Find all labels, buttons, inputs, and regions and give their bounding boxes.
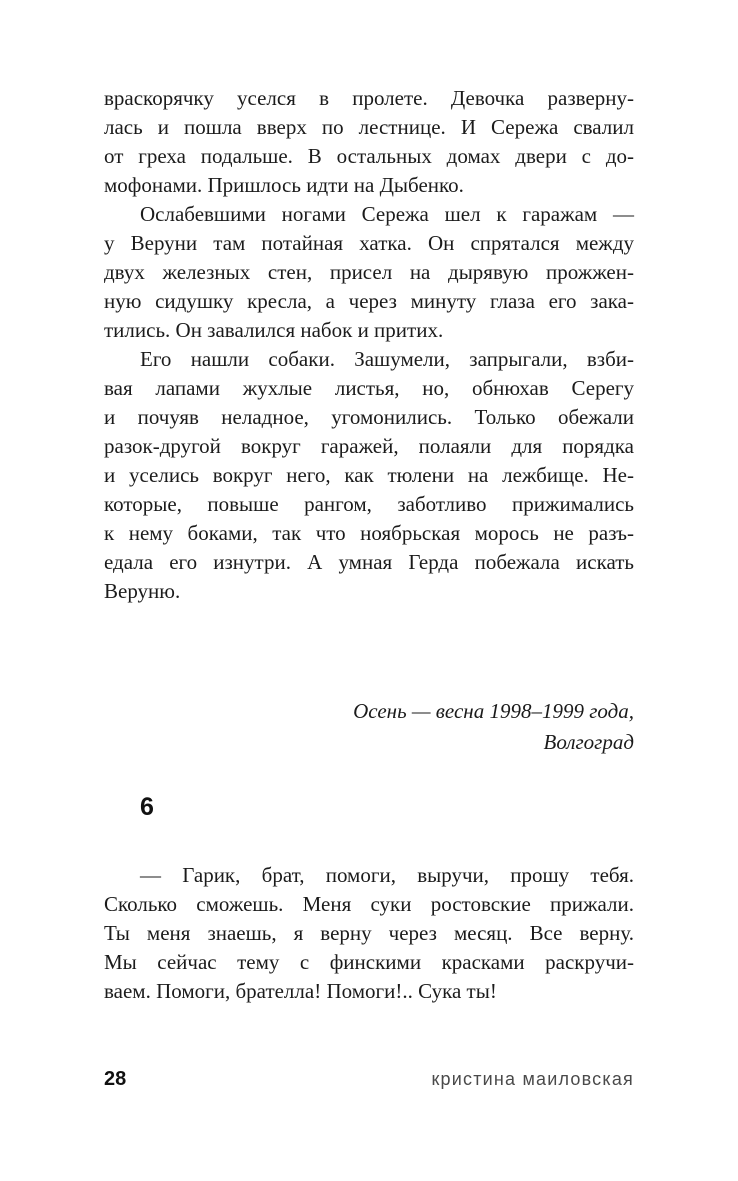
text-line: и почуяв неладное, угомонились. Только обежали — [104, 405, 634, 429]
text-line: ваем. Помоги, брателла! Помоги!.. Сука ты! — [104, 979, 497, 1003]
text-line: Мы сейчас тему с финскими красками раскручи- — [104, 950, 634, 974]
text-line: к нему боками, так что ноябрьская морось не разъ- — [104, 521, 634, 545]
text-line: двух железных стен, присел на дырявую прожжен- — [104, 260, 634, 284]
paragraph — [104, 861, 634, 1006]
text-block — [104, 84, 634, 1006]
paragraph — [104, 345, 634, 606]
text-line: едала его изнутри. А умная Герда побежала искать — [104, 550, 634, 574]
text-line: лась и пошла вверх по лестнице. И Сережа свалил — [104, 115, 634, 139]
text-line: Сколько сможешь. Меня суки ростовские прижали. — [104, 892, 634, 916]
text-line: у Веруни там потайная хатка. Он спрятался между — [104, 231, 634, 255]
text-line: тились. Он завалился набок и притих. — [104, 318, 444, 342]
running-title: кристина маиловская — [431, 1069, 634, 1089]
text-line: — Гарик, брат, помоги, выручи, прошу тебя. — [140, 863, 634, 887]
page-number: 28 — [104, 1068, 127, 1090]
text-line: ную сидушку кресла, а через минуту глаза его зака- — [104, 289, 634, 313]
dateline — [104, 696, 634, 758]
text-line: разок-другой вокруг гаражей, полаяли для порядка — [104, 434, 634, 458]
text-line: мофонами. Пришлось идти на Дыбенко. — [104, 173, 464, 197]
dateline-place: Волгоград — [543, 730, 634, 754]
text-line: которые, повыше рангом, заботливо прижимались — [104, 492, 634, 516]
page-footer — [104, 1068, 634, 1091]
text-line: Веруню. — [104, 579, 181, 603]
text-line: Ты меня знаешь, я верну через месяц. Все верну. — [104, 921, 634, 945]
chapter-heading: 6 — [140, 793, 154, 821]
text-line: от греха подальше. В остальных домах двери с до- — [104, 144, 634, 168]
text-line: Ослабевшими ногами Сережа шел к гаражам — — [140, 202, 634, 226]
text-line: враскорячку уселся в пролете. Девочка разверну- — [104, 86, 634, 110]
text-line: и уселись вокруг него, как тюлени на лежбище. Не- — [104, 463, 634, 487]
text-line: вая лапами жухлые листья, но, обнюхав Серегу — [104, 376, 634, 400]
paragraph — [104, 200, 634, 345]
text-line: Его нашли собаки. Зашумели, запрыгали, взби- — [140, 347, 634, 371]
dateline-period: Осень — весна 1998–1999 года, — [353, 699, 634, 723]
paragraph — [104, 84, 634, 200]
